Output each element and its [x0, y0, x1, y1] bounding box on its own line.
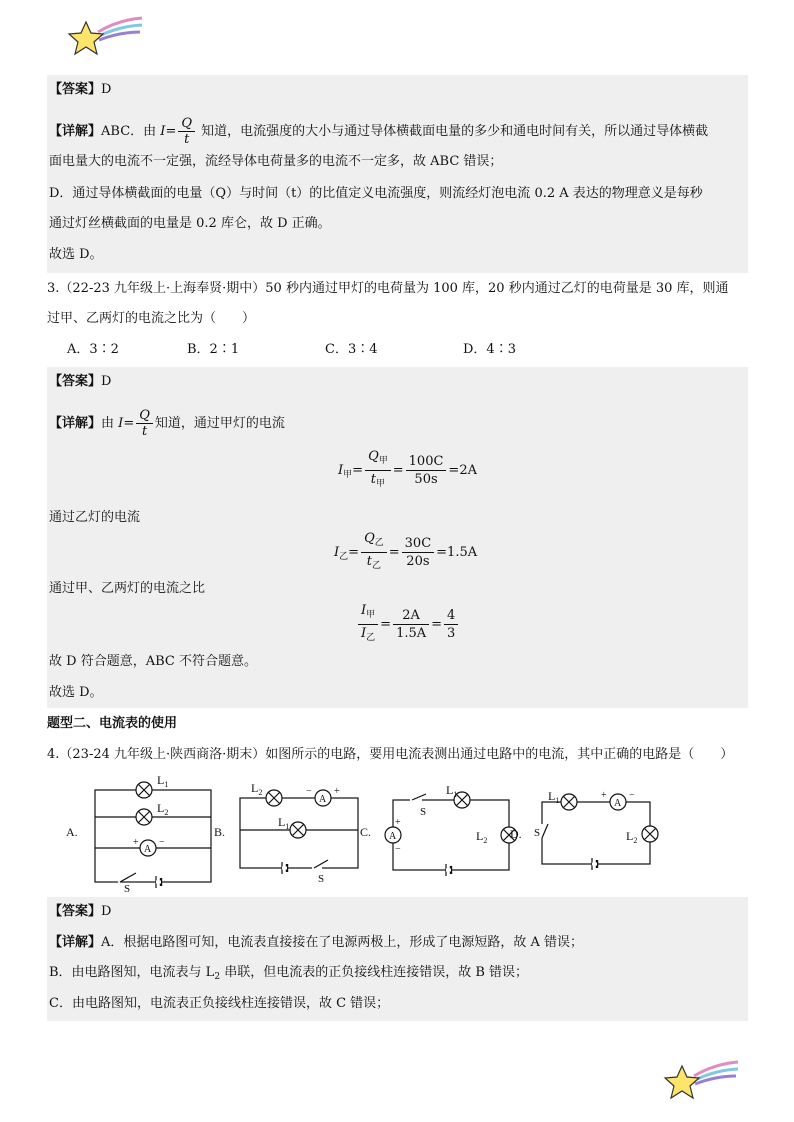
q3-mid-text1: 通过乙灯的电流 — [49, 510, 141, 525]
q2-answer-line: 【答案】D — [49, 82, 112, 97]
circuit-d-label: D. — [510, 827, 522, 841]
circuit-a-label: A. — [66, 825, 78, 839]
svg-text:L2: $L_2$ — [626, 829, 638, 845]
svg-text:S: S — [124, 883, 131, 895]
svg-text:L2: $L_2$ — [157, 801, 169, 817]
q3-detail-line: 【详解】由 I= $\frac{Q}{t}$ 知道，通过甲灯的电流 — [49, 408, 285, 439]
q4-answer-line: 【答案】D — [49, 904, 112, 919]
svg-text:+: + — [601, 790, 607, 801]
svg-text:A: A — [389, 831, 397, 842]
svg-text:L2: $L_2$ — [251, 781, 263, 797]
svg-text:+: + — [334, 786, 340, 797]
svg-text:L1: $L_1$ — [548, 789, 560, 805]
svg-text:S: S — [420, 806, 427, 818]
q4-detail-a: 【详解】A．根据电路图可知，电流表直接接在了电源两极上，形成了电源短路，故 A 错误； — [49, 935, 584, 950]
svg-text:L1: $L_1$ — [157, 773, 169, 789]
svg-text:A: A — [319, 794, 327, 805]
q2-detail-line1: 【详解】ABC．由 I= $\frac{Q}{t}$ 知道，电流强度的大小与通过导体横截面电量的多少和通电时间有关，所以通过导体横截 — [49, 116, 709, 147]
q2-d-line2: 通过灯丝横截面的电量是 0.2 库仑，故 D 正确。 — [49, 216, 331, 231]
q3-mid-text2: 通过甲、乙两灯的电流之比 — [49, 581, 206, 596]
equation-current-a: $I_甲=$ $\frac{Q_甲}{t_甲}$ = $\frac{100C}{50s}$ =2A — [338, 449, 477, 489]
svg-text:−: − — [629, 790, 635, 801]
svg-text:A: A — [614, 798, 622, 809]
q3-conclusion2: 故选 D。 — [49, 685, 103, 700]
svg-text:S: S — [318, 873, 325, 885]
q3-stem-line2: 过甲、乙两灯的电流之比为（ ） — [47, 311, 256, 326]
circuit-b-label: B. — [214, 825, 226, 839]
svg-text:L1: $L_1$ — [278, 815, 290, 831]
q2-detail-line2: 面电量大的电流不一定强，流经导体电荷量多的电流不一定多，故 ABC 错误； — [49, 154, 503, 169]
q4-detail-b: B．由电路图知，电流表与 $L_2$ 串联，但电流表的正负接线柱连接错误，故 B 错误； — [49, 965, 529, 982]
q3-option-a: A．3∶2 — [67, 342, 119, 357]
circuit-b — [214, 781, 371, 885]
q4-stem: 4.（23-24 九年级上·陕西商洛·期末）如图所示的电路，要用电流表测出通过电路中的电流，其中正确的电路是（ ） — [47, 747, 734, 762]
circuit-a — [66, 773, 211, 895]
svg-text:A: A — [144, 844, 152, 855]
circuit-d — [534, 789, 658, 870]
svg-text:−: − — [395, 844, 401, 855]
svg-text:−: − — [306, 786, 312, 797]
circuit-diagrams-svg — [60, 770, 760, 895]
svg-text:L2: $L_2$ — [476, 829, 488, 845]
svg-text:+: + — [395, 817, 401, 828]
circuit-c-label: C. — [360, 825, 372, 839]
svg-text:L1: $L_1$ — [446, 783, 458, 799]
formula-q-over-t: $\frac{Q}{t}$ — [136, 408, 153, 439]
q3-stem-line1: 3.（22-23 九年级上·上海奉贤·期中）50 秒内通过甲灯的电荷量为 100 库，20 秒内通过乙灯的电荷量是 30 库，则通 — [47, 281, 729, 296]
q3-option-b: B．2∶1 — [187, 342, 240, 357]
q3-option-c: C．3∶4 — [325, 342, 378, 357]
circuit-c — [385, 783, 522, 876]
svg-text:S: S — [534, 827, 541, 839]
section-title: 题型二、电流表的使用 — [47, 716, 178, 731]
q3-option-d: D．4∶3 — [463, 342, 516, 357]
q3-conclusion1: 故 D 符合题意，ABC 不符合题意。 — [49, 654, 257, 669]
q2-d-line1: D．通过导体横截面的电量（Q）与时间（t）的比值定义电流强度，则流经灯泡电流 0.2 A 表达的物理意义是每秒 — [49, 186, 703, 201]
q3-answer-line: 【答案】D — [49, 374, 112, 389]
formula-q-over-t: $\frac{Q}{t}$ — [178, 116, 195, 147]
q2-conclusion: 故选 D。 — [49, 247, 103, 262]
svg-text:−: − — [159, 837, 165, 848]
equation-ratio: $\frac{I_甲}{I_乙}$ = $\frac{2A}{1.5A}$ = $\frac{4}{3}$ — [356, 602, 460, 647]
equation-current-b: $I_乙=$ $\frac{Q_乙}{t_乙}$ = $\frac{30C}{20s}$ =1.5A — [334, 531, 478, 571]
q4-detail-c: C．由电路图知，电流表正负接线柱连接错误，故 C 错误； — [49, 996, 390, 1011]
svg-text:+: + — [133, 837, 139, 848]
